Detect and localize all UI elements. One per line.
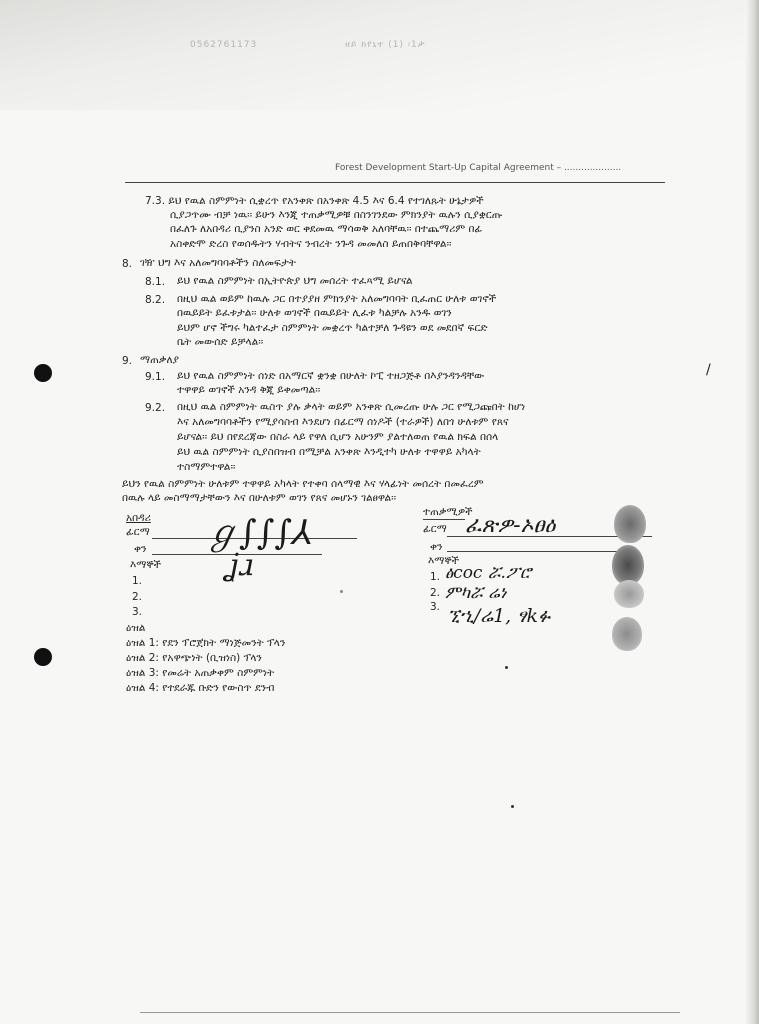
lender-witness-1: 1. (132, 575, 143, 587)
clause-9-2-line-1: በዚህ ዉል ስምምነት ዉስጥ ያሉ ቃላት ወይም አንቀጽ ሲመረጡ ሁሉ ጋር የሚጋጩበት ከሆነ (177, 401, 526, 413)
clause-9-1-line-2: ተዋዋይ ወገኖች አንዳ ቅጂ ይቀመጣል፡፡ (177, 384, 321, 396)
lender-title: አበዳሪ (126, 512, 151, 524)
running-header: Forest Development Start-Up Capital Agreement – .................... (335, 163, 622, 173)
paper-fold-shadow (0, 0, 759, 110)
speck-2 (511, 805, 514, 808)
thumbprint-4 (612, 617, 642, 651)
beneficiaries-witness-3-num: 3. (430, 601, 441, 613)
clause-8-2-line-1: በዚህ ዉል ወይም ከዉሉ ጋር በተያያዘ ምክንያት አለመግባባት ቢፈጠር ሁለቱ ወገኖች (177, 293, 497, 305)
clause-8-1-line-1: ይህ የዉል ስምምነት በኢትዮጵያ ህግ መሰረት ተፈጻሚ ይሆናል (177, 275, 413, 287)
clause-9-2-line-2: እና አለመግባባቶችን የሚያሳስብ እንደሆነ በፊርማ ሰነዶች (ተራዎች) ለበጎ ሁለቱም የጸና (177, 416, 509, 428)
paper-edge (745, 0, 759, 1024)
clause-9-2-line-5: ተስማምተዋል፡፡ (177, 461, 236, 473)
attachment-2: ዕዝል 2: የአዋጭነት (ቢዝነስ) ፕላን (126, 652, 262, 664)
section-8-title: ገዥ ህግ እና አለመግባባቶችን ስለመፍታት (140, 257, 296, 269)
clause-7-3-line-4: አስቀድሞ ድረስ የወሰዱትን ሃብትና ንብረት ንጉዳ መመለስ ይጠበቅባቸዋል፡፡ (170, 238, 452, 250)
beneficiaries-date-label: ቀን (430, 541, 443, 553)
thumbprint-1 (614, 505, 646, 543)
speck-1 (505, 666, 508, 669)
attachment-4: ዕዝል 4: የተደራጁ ቡድን የውስጥ ደንብ (126, 682, 275, 694)
clause-9-1-number: 9.1. (145, 371, 166, 383)
clause-7-3-line-3: በፈለጉ ለአበዳሪ ቢያንስ አንድ ወር ቀደመዉ ማሳወቅ አለባቸዉ፡፡ በተጨማሪም በፊ (170, 223, 483, 235)
clause-8-2-line-2: በዉይይት ይፈቱታል፡፡ ሁለቱ ወገኖች በዉይይት ሊፈቱ ካልቻሉ አንዱ ወገን (177, 307, 452, 319)
beneficiaries-witness-2-num: 2. (430, 587, 441, 599)
lender-witness-label: እማኞች (130, 559, 162, 571)
header-rule (125, 182, 665, 183)
margin-mark: / (706, 362, 711, 378)
clause-9-2-number: 9.2. (145, 402, 166, 414)
clause-7-3-line-1: 7.3. ይህ የዉል ስምምነት ሲቋረጥ የአንቀጽ በአንቀጽ 4.5 እና 6.4 የተገለጹት ሁኔታዎች (145, 195, 484, 207)
section-8-number: 8. (122, 258, 133, 270)
clause-9-2-line-4: ይህ ዉል ስምምነት ሲያስበዝብ በሚቻል አንቀጽ እንዲተካ ሁለቱ ተዋዋይ አካላት (177, 446, 481, 458)
thumbprint-3 (614, 580, 644, 608)
punch-hole-top (34, 364, 52, 382)
closing-line-1: ይህን የዉል ስምምነት ሁለቱም ተዋዋይ አካላት የተቀባ ሰላማዊ እና ሃላፊነት መሰረት በመፈረም (122, 478, 484, 490)
lender-signature-label: ፊርማ (126, 526, 150, 538)
closing-line-2: በዉሉ ላይ መስማማታቸውን እና በሁለቱም ወገን የጸና መሆኑን ገልፀዋል፡፡ (122, 492, 397, 504)
thumbprint-2 (612, 545, 644, 585)
beneficiaries-witness-1-num: 1. (430, 571, 441, 583)
beneficiaries-signature: ፈጽዎ-ኦፀዕ (465, 513, 556, 538)
beneficiaries-title-underline (423, 519, 465, 520)
bottom-rule (140, 1012, 680, 1013)
speck-3 (340, 590, 343, 593)
beneficiaries-signature-label: ፊርማ (423, 523, 447, 535)
beneficiaries-witness-2-name: ምካሯ ሬነ (445, 583, 507, 603)
faint-fax-text-left: 0562761173 (190, 40, 258, 50)
lender-witness-3: 3. (132, 606, 143, 618)
punch-hole-bottom (34, 648, 52, 666)
lender-witness-2: 2. (132, 591, 143, 603)
beneficiaries-witness-3-name: ኚኂ/ሬ1, ፃkፉ (447, 605, 551, 627)
clause-9-2-line-3: ይሆናል፡፡ ይህ በየደረጃው በስራ ላይ የዋለ ሲሆን አሁንም ያልተለወጠ የዉል ክፍል በሰላ (177, 431, 499, 443)
lender-initials: ʝɹ (228, 548, 255, 583)
beneficiaries-witness-label: እማኞች (428, 555, 460, 567)
attachment-3: ዕዝል 3: የመሬት አጠቃቀም ስምምነት (126, 667, 275, 679)
attachments-title: ዕዝል (126, 622, 146, 634)
lender-date-label: ቀን (134, 543, 147, 555)
beneficiaries-witness-1-name: ፅcoc ሯ.ፖሮ (445, 563, 532, 583)
clause-7-3-line-2: ሲያጋጥሙ ብቻ ነዉ፡፡ ይሁን እንጂ ተጠቃሚዎቹ በስንገንደው ምክንያት ዉሉን ሲያቋርጡ (170, 209, 503, 221)
section-9-number: 9. (122, 355, 133, 367)
beneficiaries-date-line (447, 551, 627, 552)
clause-8-2-line-4: ቤት መውሰድ ይቻላል፡፡ (177, 336, 264, 348)
faint-fax-text-right: ዘይ ከየኒተ (1) ፡1ታ (345, 40, 426, 50)
clause-8-1-number: 8.1. (145, 276, 166, 288)
clause-8-2-line-3: ይህም ሆኖ ችግሩ ካልተፈታ ስምምነት መቋረጥ ካልተቻለ ጉዳዩን ወደ መደበኛ ፍርድ (177, 322, 488, 334)
beneficiaries-title: ተጠቃሚዎች (423, 506, 473, 518)
clause-8-2-number: 8.2. (145, 294, 166, 306)
clause-9-1-line-1: ይህ የዉል ስምምነት ሰነድ በአማርኛ ቋንቋ በሁለት ኮፒ ተዘጋጅቶ በእያንዳንዳቸው (177, 370, 485, 382)
attachment-1: ዕዝል 1: የደን ፕሮጀክት ማነጅመንት ፕላን (126, 637, 286, 649)
section-9-title: ማጠቃለያ (140, 354, 180, 366)
lender-signature: ℊ∫∫∫⅄ (205, 513, 313, 553)
